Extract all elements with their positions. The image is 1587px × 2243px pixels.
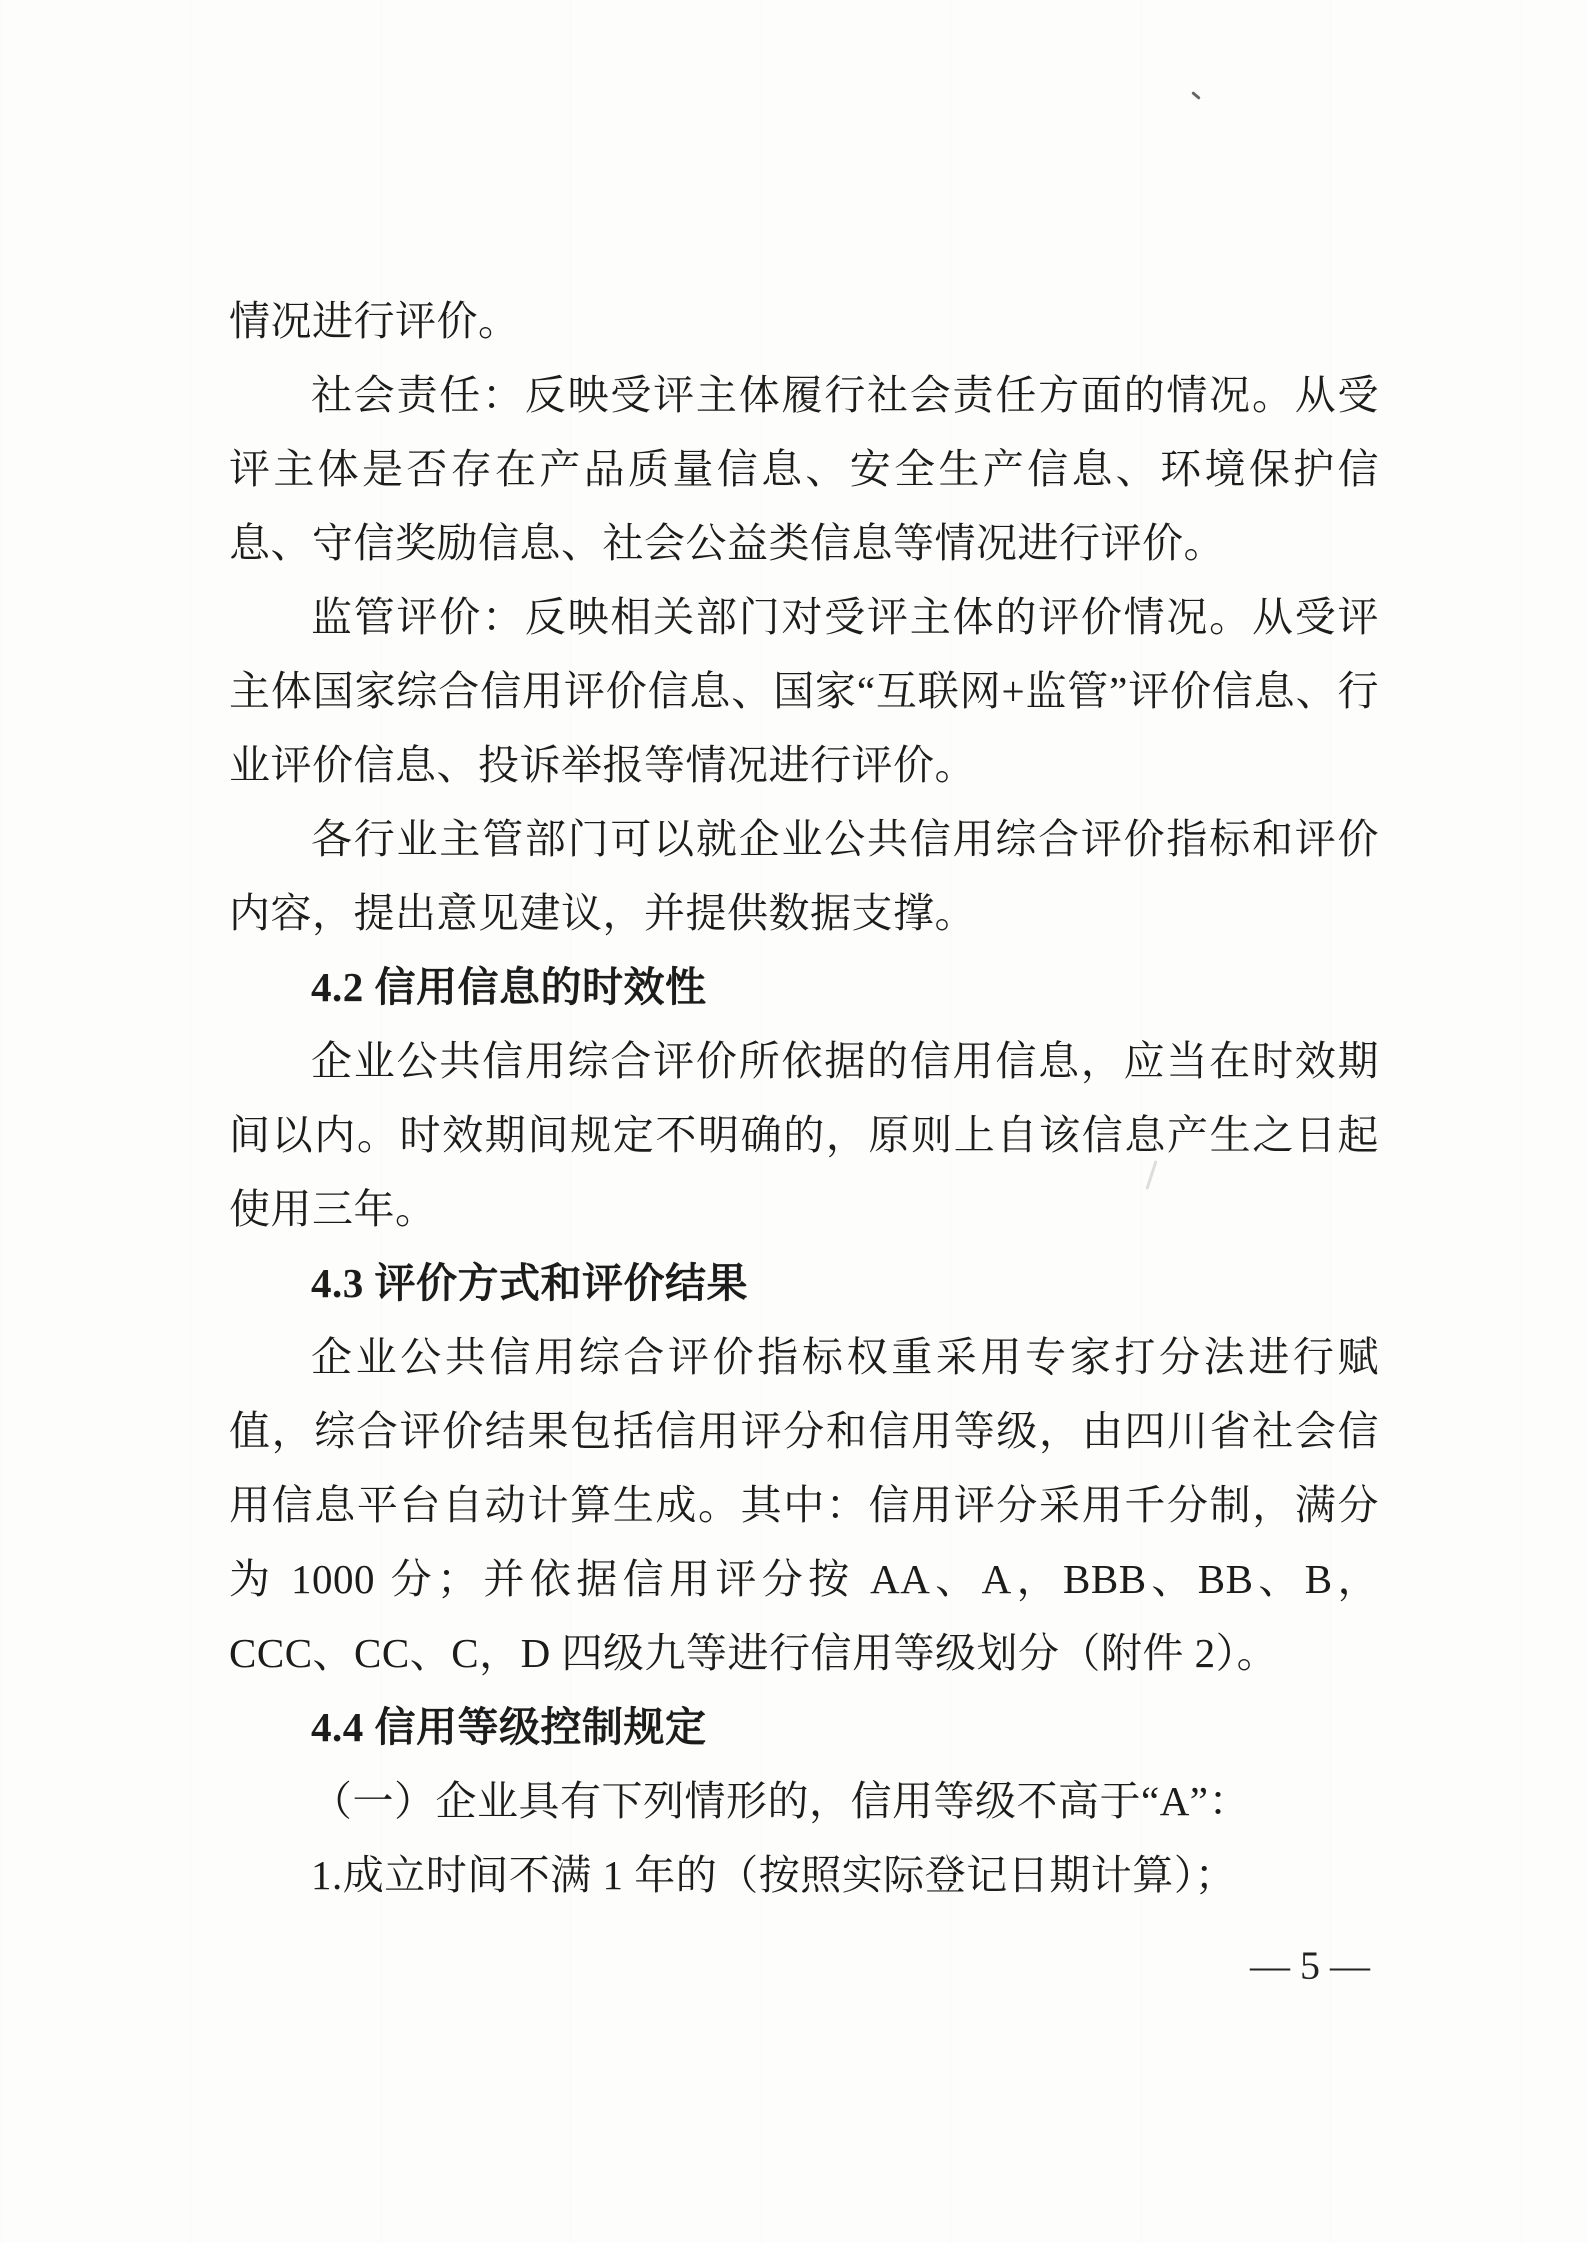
paragraph-industry-departments: 各行业主管部门可以就企业公共信用综合评价指标和评价内容，提出意见建议，并提供数据支撑。: [229, 816, 1379, 936]
paragraph-credit-info-validity-body: 企业公共信用综合评价所依据的信用信息，应当在时效期间以内。时效期间规定不明确的，原则上自该信息产生之日起使用三年。: [229, 1038, 1379, 1232]
paragraph-continued-evaluation: 情况进行评价。: [229, 298, 520, 344]
paragraph-evaluation-method-body: 企业公共信用综合评价指标权重采用专家打分法进行赋值，综合评价结果包括信用评分和信用等级，由四川省社会信用信息平台自动计算生成。其中：信用评分采用千分制，满分为 1000 分；并依据信用评分按 AA、A，BBB、BB、B，CCC、CC、C，D 四级九等进行信用等级划分（附件 2）。: [229, 1334, 1379, 1676]
heading-4-2-credit-info-validity: 4.2 信用信息的时效性: [311, 964, 707, 1010]
paragraph-grade-control-clause-1: （一）企业具有下列情形的，信用等级不高于“A”：: [311, 1778, 1251, 1824]
heading-4-3-evaluation-method-results: 4.3 评价方式和评价结果: [311, 1260, 748, 1306]
scan-artifact-speck: [1191, 91, 1201, 100]
page-number: — 5 —: [1250, 1943, 1370, 1988]
heading-4-4-grade-control-rules: 4.4 信用等级控制规定: [311, 1704, 707, 1750]
body-text: [229, 284, 1379, 1912]
paragraph-social-responsibility: 社会责任：反映受评主体履行社会责任方面的情况。从受评主体是否存在产品质量信息、安全生产信息、环境保护信息、守信奖励信息、社会公益类信息等情况进行评价。: [229, 372, 1379, 566]
paragraph-grade-control-item-1: 1.成立时间不满 1 年的（按照实际登记日期计算）；: [311, 1852, 1237, 1898]
paragraph-regulatory-evaluation: 监管评价：反映相关部门对受评主体的评价情况。从受评主体国家综合信用评价信息、国家“互联网+监管”评价信息、行业评价信息、投诉举报等情况进行评价。: [229, 594, 1379, 788]
